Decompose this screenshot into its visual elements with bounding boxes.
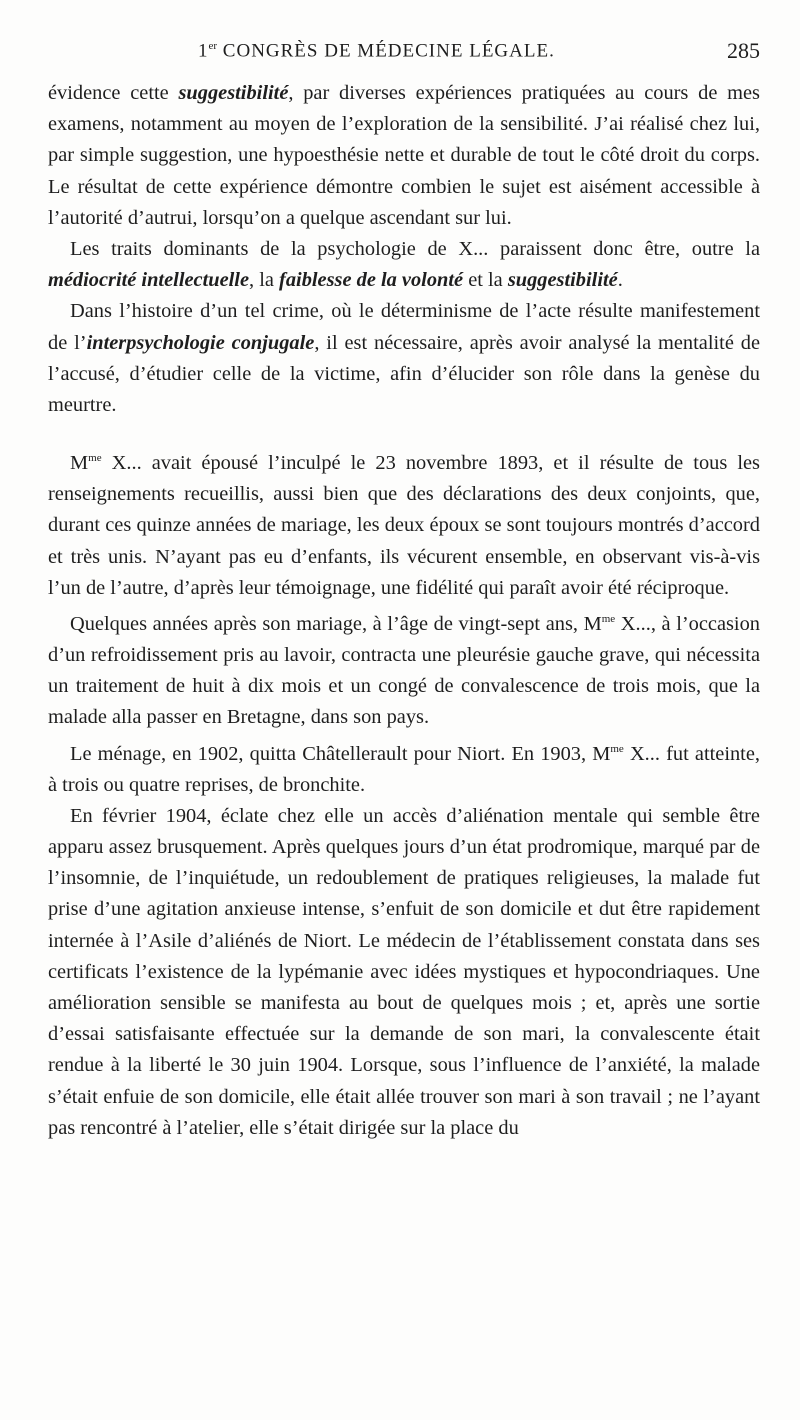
italic-phrase: faiblesse de la volonté (279, 269, 464, 292)
text-run: Le ménage, en 1902, quitta Châtellerault pour Niort. En 1903, M (70, 742, 611, 765)
italic-phrase: suggestibilité (178, 82, 289, 104)
text-run: En février 1904, éclate chez elle un accès d’aliénation mentale qui semble être apparu assez brusquement. Après quelques jours d’un état prodromique, marqué par de l’insomnie, de l’inquiétude, un redoublement de pratiques religieuses, la malade fut prise d’une agitation anxieuse intense, s’enfuit de son domicile et dut être rapidement internée à l’Asile d’aliénés de Niort. Le médecin de l’établissement constata dans ses certificats l’existence de la lypémanie avec idées mystiques et hypocondriaques. Une amélioration sensible se manifesta au bout de quelques mois ; et, après une sortie d’essai satisfaisante effectuée sur la demande de son mari, la convalescente était rendue à la liberté le 30 juin 1904. Lorsque, sous l’influence de l’anxiété, la malade s’était enfuie de son domicile, elle était allée trouver son mari à son travail ; ne l’ayant pas rencontré à l’atelier, elle s’était dirigée sur la place du (48, 804, 760, 1139)
text-run: Dans l’histoire d’un tel crime, où le déterminisme de l’acte résulte manifestement de l’ (48, 300, 760, 354)
superscript: me (610, 742, 624, 755)
italic-phrase: interpsychologie conjugale (86, 331, 315, 354)
paragraph (48, 234, 760, 296)
text-run: , par diverses expériences pratiquées au cours de mes examens, notamment au moyen de l’exploration de la sensibilité. J’ai réalisé chez lui, par simple suggestion, une hypoesthésie nette et durable de tout le côté droit du corps. Le résultat de cette expérience démontre combien le sujet est aisément accessible à l’autorité d’autrui, lorsqu’on a quelque ascendant sur lui. (48, 82, 760, 229)
text-run: . (617, 269, 623, 292)
body-text (48, 78, 760, 1144)
italic-phrase: médiocrité intellectuelle (48, 269, 250, 292)
running-header (48, 38, 760, 78)
header-title: 1er CONGRÈS DE MÉDECINE LÉGALE. (198, 40, 555, 62)
paragraph (48, 78, 760, 234)
text-run: Les traits dominants de la psychologie de X... paraissent donc être, outre la (70, 238, 760, 261)
superscript: me (601, 613, 616, 626)
text-run: Quelques années après son mariage, à l’âge de vingt-sept ans, M (70, 612, 602, 635)
text-run: X..., à l’occasion d’un refroidissement pris au lavoir, contracta une pleurésie gauche grave, qui nécessita un traitement de huit à dix mois et un congé de convalescence de trois mois, que la malade alla passer en Bretagne, dans son pays. (48, 612, 760, 729)
text-run: et la (463, 269, 508, 292)
superscript: me (88, 452, 102, 465)
paragraph (48, 296, 760, 421)
text-run: évidence cette (48, 82, 179, 104)
paragraph (48, 604, 760, 734)
paragraph (48, 443, 760, 604)
text-run: , la (249, 269, 280, 292)
page-number: 285 (727, 38, 760, 63)
text-run: , il est nécessaire, après avoir analysé la mentalité de l’accusé, d’étudier celle de la victime, afin d’élucider son rôle dans la genèse du meurtre. (48, 331, 760, 417)
paragraph (48, 734, 760, 801)
text-run: X... avait épousé l’inculpé le 23 novembre 1893, et il résulte de tous les renseignements recueillis, aussi bien que des déclarations des deux conjoints, que, durant ces quinze années de mariage, les deux époux se sont toujours montrés d’accord et très unis. N’ayant pas eu d’enfants, ils vécurent ensemble, en observant vis-à-vis l’un de l’autre, d’après leur témoignage, une fidélité qui paraît avoir été réciproque. (48, 452, 760, 599)
paragraph (48, 801, 760, 1144)
text-run: X... fut atteinte, à trois ou quatre reprises, de bronchite. (48, 742, 760, 796)
text-run: M (70, 452, 89, 475)
italic-phrase: suggestibilité (507, 269, 618, 292)
